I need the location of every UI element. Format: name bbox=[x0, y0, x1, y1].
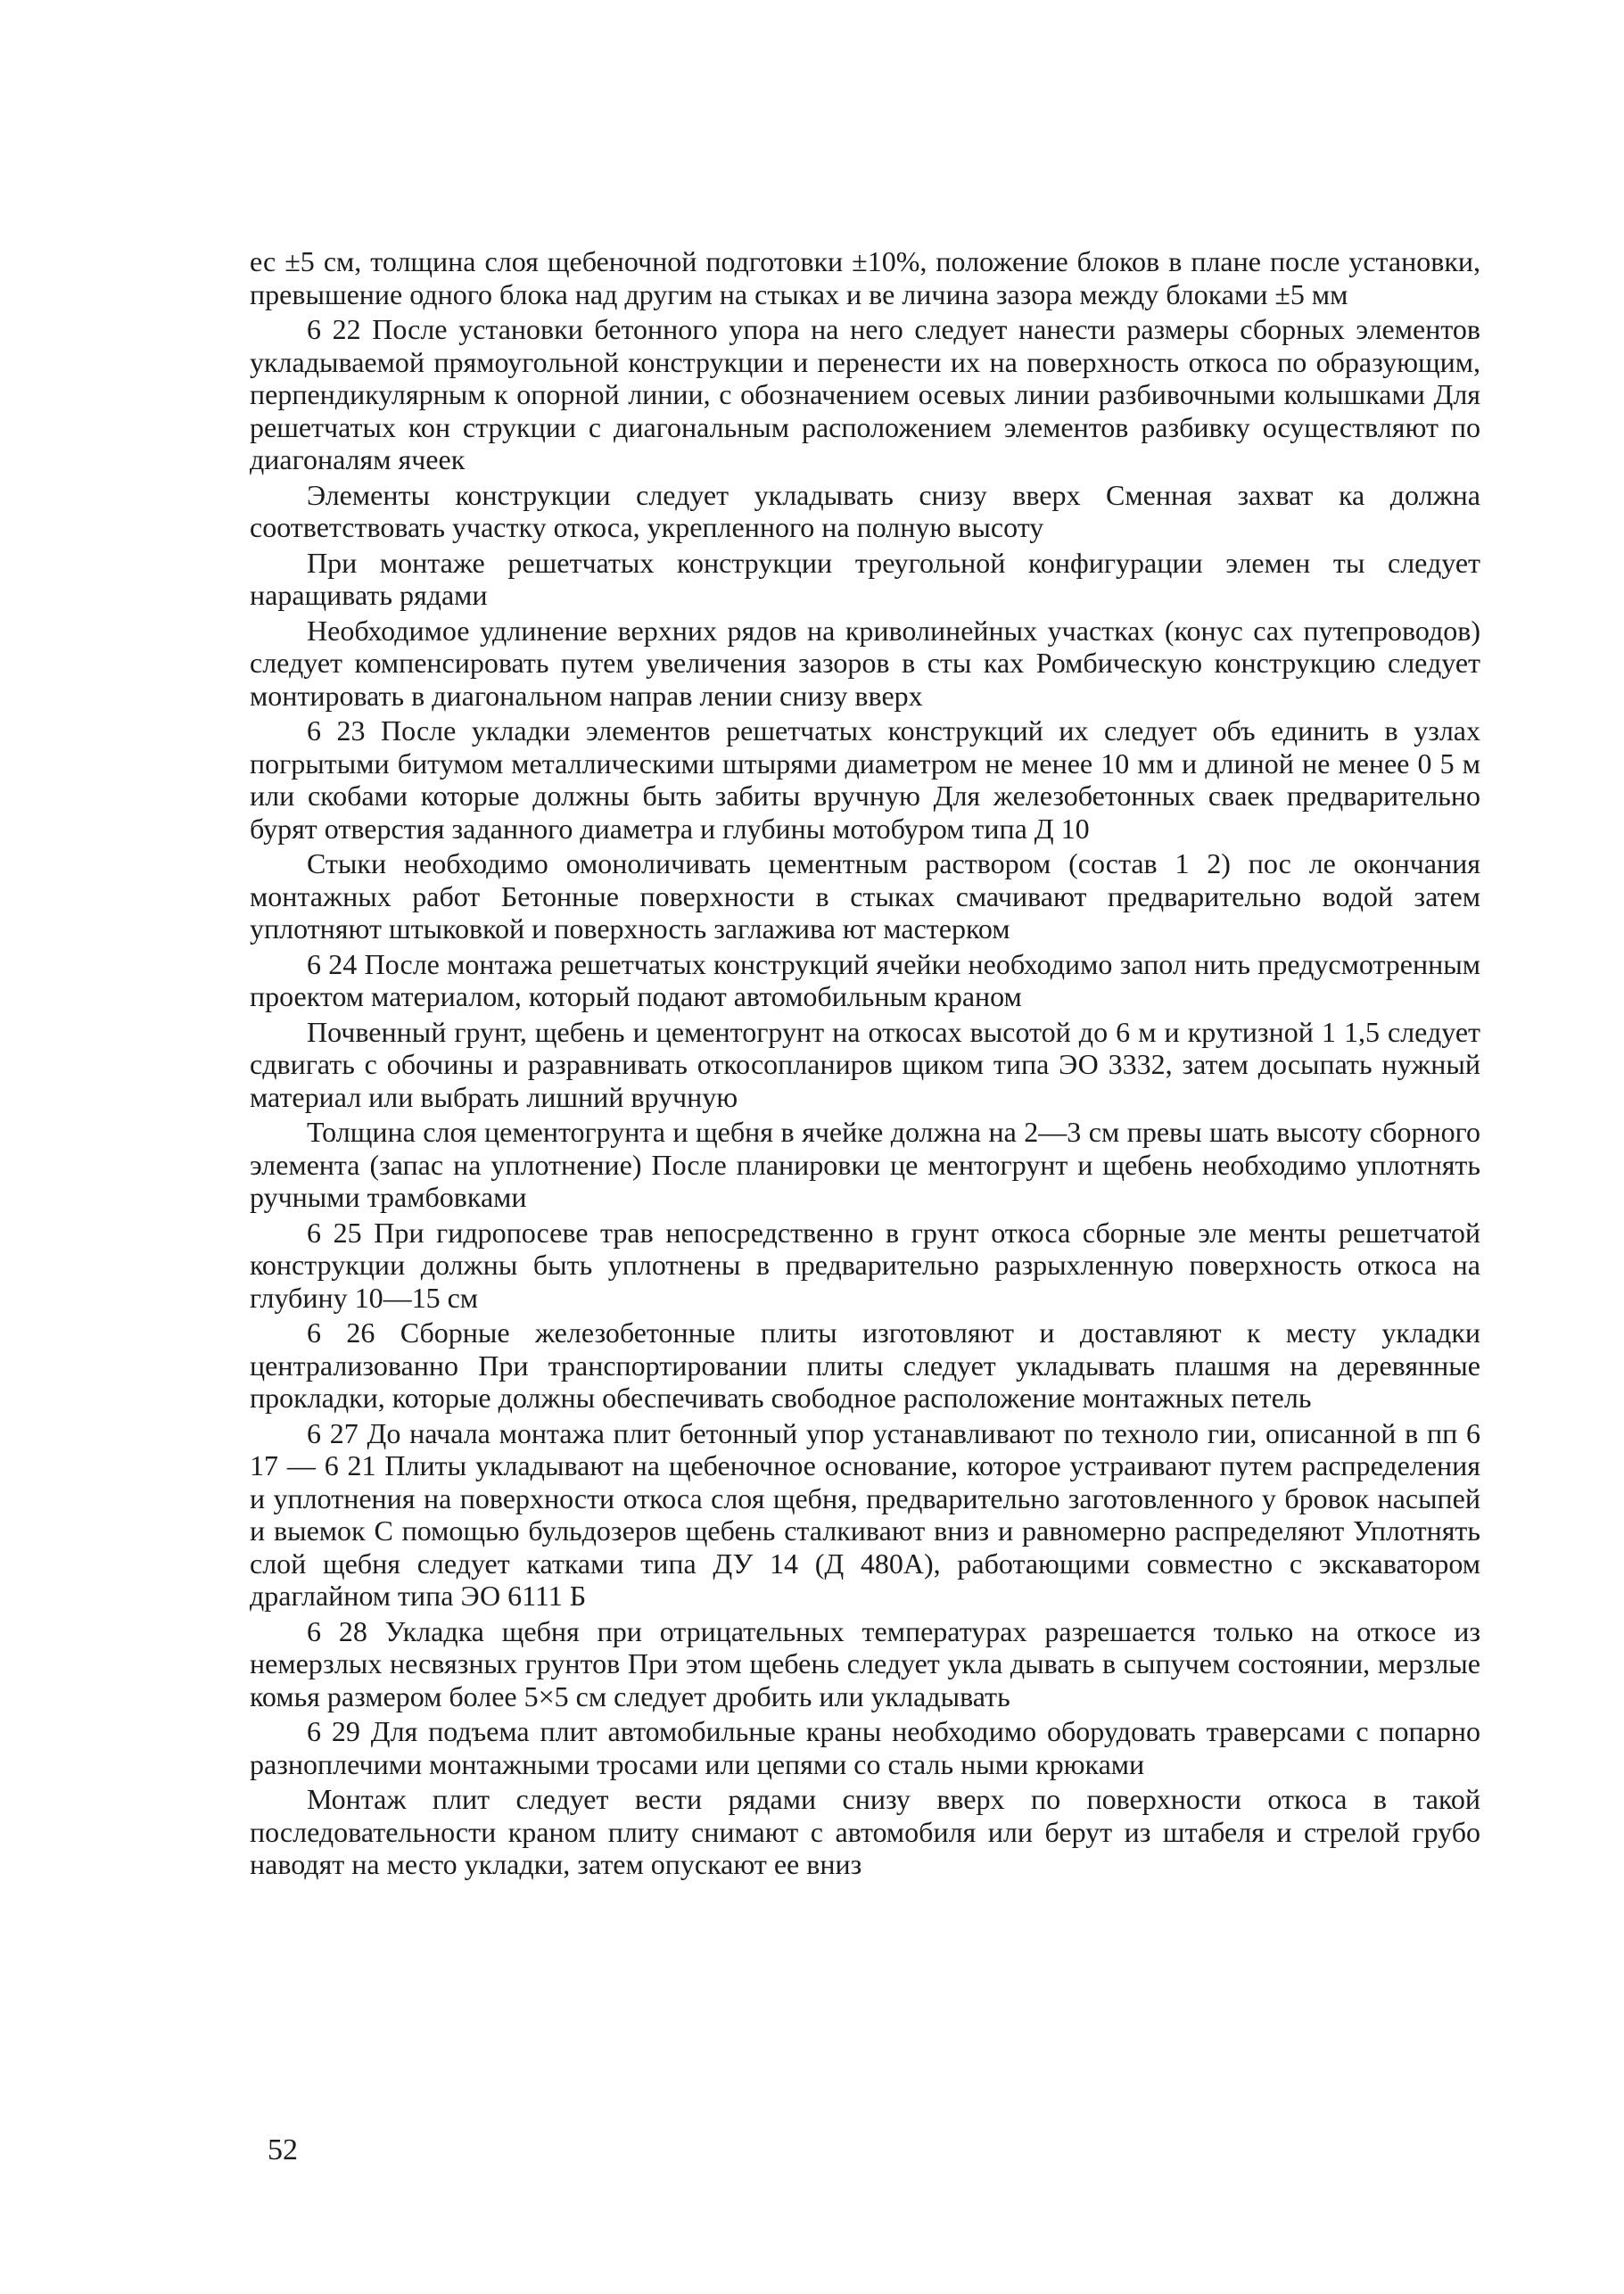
paragraph-6-28: 6 28 Укладка щебня при отрицательных температурах разрешается только на откосе из немерзлых несвязных грунтов При этом щебень следует укла дывать в сыпучем состоянии, мерзлые комья размером более 5×5 см следует дробить или укладывать bbox=[250, 1614, 1480, 1712]
paragraph-plate-mounting: Монтаж плит следует вести рядами снизу вверх по поверхности откоса в такой последовательности краном плиту снимают с автомобиля или берут из штабеля и стрелой грубо наводят на место укладки, затем опускают ее вниз bbox=[250, 1783, 1480, 1880]
paragraph-continuation: ес ±5 см, толщина слоя щебеночной подготовки ±10%, положение блоков в плане после установки, превышение одного блока над другим на стыках и ве личина зазора между блоками ±5 мм bbox=[250, 245, 1480, 310]
paragraph-6-24: 6 24 После монтажа решетчатых конструкций ячейки необходимо запол нить предусмотренным проектом материалом, который подают автомобильным краном bbox=[250, 947, 1480, 1012]
paragraph-assembly-order: Элементы конструкции следует укладывать снизу вверх Сменная захват ка должна соответствовать участку откоса, укрепленного на полную высоту bbox=[250, 478, 1480, 543]
paragraph-6-27: 6 27 До начала монтажа плит бетонный упор устанавливают по техноло гии, описанной в пп 6 17 — 6 21 Плиты укладывают на щебеночное основание, которое устраивают путем распределения и уплотнения на поверхности откоса слоя щебня, предварительно заготовленного у бровок насыпей и выемок С помощью бульдозеров щебень сталкивают вниз и равномерно распределяют Уплотнять слой щебня следует катками типа ДУ 14 (Д 480А), работающими совместно с экскаватором драглайном типа ЭО 6111 Б bbox=[250, 1416, 1480, 1612]
paragraph-6-22: 6 22 После установки бетонного упора на него следует нанести размеры сборных элементов укладываемой прямоугольной конструкции и перенести их на поверхность откоса по образующим, перпендикулярным к опорной линии, с обозначением осевых линии разбивочными колышками Для решетчатых кон струкции с диагональным расположением элементов разбивку осуществляют по диагоналям ячеек bbox=[250, 313, 1480, 475]
paragraph-6-29: 6 29 Для подъема плит автомобильные краны необходимо оборудовать траверсами с попарно разноплечими монтажными тросами или цепями со сталь ными крюками bbox=[250, 1715, 1480, 1780]
paragraph-6-25: 6 25 При гидропосеве трав непосредственно в грунт откоса сборные эле менты решетчатой конструкции должны быть уплотнены в предварительно разрыхленную поверхность откоса на глубину 10—15 см bbox=[250, 1216, 1480, 1314]
paragraph-triangular-lattice: При монтаже решетчатых конструкции треугольной конфигурации элемен ты следует наращивать рядами bbox=[250, 546, 1480, 611]
page-body bbox=[250, 245, 1480, 1884]
paragraph-soil-leveling: Почвенный грунт, щебень и цементогрунт на откосах высотой до 6 м и крутизной 1 1,5 следует сдвигать с обочины и разравнивать откосопланиров щиком типа ЭО 3332, затем досыпать нужный материал или выбрать лишний вручную bbox=[250, 1015, 1480, 1113]
paragraph-layer-thickness: Толщина слоя цементогрунта и щебня в ячейке должна на 2—3 см превы шать высоту сборного элемента (запас на уплотнение) После планировки це ментогрунт и щебень необходимо уплотнять ручными трамбовками bbox=[250, 1116, 1480, 1213]
paragraph-6-26: 6 26 Сборные железобетонные плиты изготовляют и доставляют к месту укладки централизованно При транспортировании плиты следует укладывать плашмя на деревянные прокладки, которые должны обеспечивать свободное расположение монтажных петель bbox=[250, 1316, 1480, 1414]
paragraph-upper-rows: Необходимое удлинение верхних рядов на криволинейных участках (конус сах путепроводов) следует компенсировать путем увеличения зазоров в сты ках Ромбическую конструкцию следует монтировать в диагональном направ лении снизу вверх bbox=[250, 614, 1480, 712]
paragraph-joints: Стыки необходимо омоноличивать цементным раствором (состав 1 2) пос ле окончания монтажных работ Бетонные поверхности в стыках смачивают предварительно водой затем уплотняют штыковкой и поверхность заглажива ют мастерком bbox=[250, 847, 1480, 945]
page-number: 52 bbox=[268, 2133, 298, 2166]
paragraph-6-23: 6 23 После укладки элементов решетчатых конструкций их следует объ единить в узлах погрытыми битумом металлическими штырями диаметром не менее 10 мм и длиной не менее 0 5 м или скобами которые должны быть забиты вручную Для железобетонных свaек предварительно бурят отверстия заданного диаметра и глубины мотобуром типа Д 10 bbox=[250, 714, 1480, 845]
